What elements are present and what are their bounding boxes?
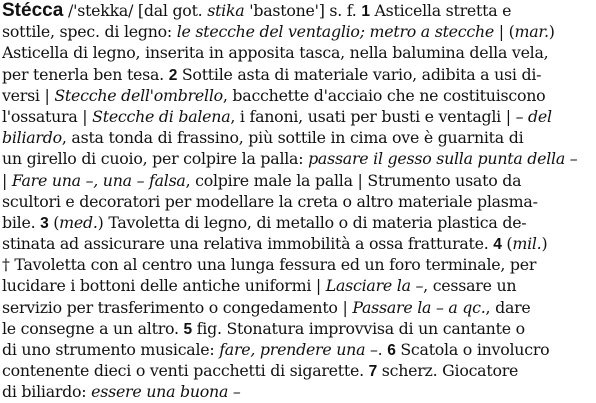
definition-text: per tenerla ben tesa.	[2, 64, 169, 84]
definition-text: )	[541, 234, 548, 254]
sense-number: 1	[361, 3, 370, 20]
entry-line	[2, 127, 592, 148]
sense-number: 2	[168, 66, 178, 84]
entry-line	[2, 148, 592, 169]
definition-text: , asta tonda di frassino, più sottile in cima ove è guarnita di	[61, 128, 524, 148]
definition-text: le consegne a un altro.	[2, 318, 184, 338]
sense-number: 5	[183, 320, 192, 338]
definition-text: l'ossatura |	[2, 106, 93, 126]
italic-example: Stecche di balena	[92, 106, 231, 126]
entry-line	[2, 381, 592, 402]
italic-example: le stecche del ventaglio; metro a stecche	[176, 22, 494, 42]
headword: Stécca	[2, 0, 64, 21]
definition-text: di uno strumento musicale:	[2, 340, 220, 359]
sense-number: 6	[387, 342, 396, 359]
definition-text: un girello di cuoio, per colpire la palla:	[2, 149, 309, 169]
definition-text: scultori e decoratori per modellare la creta o altro materiale plasma-	[2, 191, 538, 211]
definition-text: (	[48, 212, 60, 232]
entry-line	[2, 21, 592, 42]
entry-line	[2, 360, 592, 381]
definition-text: di biliardo:	[2, 382, 92, 402]
definition-text: scherz. Giocatore	[376, 361, 519, 381]
sense-number: 3	[40, 214, 49, 232]
definition-text: 'bastone'] s. f.	[244, 1, 362, 20]
definition-text: /'stekka/ [dal got.	[63, 1, 208, 20]
definition-text: , dare	[485, 297, 531, 317]
definition-text: ) Tavoletta di legno, di metallo o di materia plastica de-	[97, 212, 527, 232]
italic-example: essere una buona –	[91, 382, 241, 402]
definition-text: Scatola o involucro	[395, 340, 550, 359]
definition-text: , colpire male la palla | Strumento usato da	[185, 170, 522, 190]
definition-text: bile.	[2, 212, 41, 232]
italic-example: biliardo	[2, 128, 62, 148]
definition-text: , bacchette d'acciaio che ne costituiscono	[222, 85, 546, 105]
entry-line	[2, 254, 592, 275]
definition-text: Asticella di legno, inserita in apposita tasca, nella balumina della vela,	[2, 43, 549, 63]
italic-example: Lasciare la –	[325, 276, 424, 296]
definition-text: , cessare un	[423, 276, 517, 296]
italic-example: passare il gesso sulla punta della –	[308, 149, 578, 169]
definition-text: )	[548, 22, 555, 42]
definition-text: servizio per trasferimento o congedamento |	[2, 297, 353, 317]
italic-example: mil.	[512, 234, 542, 254]
definition-text: Asticella stretta e	[369, 1, 512, 20]
definition-text: | (	[494, 22, 515, 42]
entry-text	[2, 0, 592, 403]
entry-line	[2, 339, 592, 360]
entry-line	[2, 85, 592, 106]
definition-text: stinata ad assicurare una relativa immobilità a ossa fratturate.	[2, 234, 494, 254]
italic-example: Stecche dell'ombrello	[54, 85, 223, 105]
entry-line	[2, 233, 592, 254]
entry-line	[2, 191, 592, 212]
entry-line	[2, 42, 592, 63]
definition-text: |	[2, 170, 12, 190]
definition-text: Sottile asta di materiale vario, adibita a usi di-	[177, 64, 542, 84]
sense-number: 4	[493, 236, 502, 254]
definition-text: sottile, spec. di legno:	[2, 22, 177, 42]
definition-text: contenente dieci o venti pacchetti di sigarette.	[2, 361, 369, 381]
italic-example: mar.	[514, 22, 549, 42]
italic-example: stika	[207, 1, 245, 20]
italic-example: del	[528, 106, 552, 126]
entry-line	[2, 275, 592, 296]
definition-text: fig. Stonatura improvvisa di un cantante o	[191, 318, 525, 338]
definition-text: † Tavoletta con al centro una lunga fessura ed un foro terminale, per	[2, 255, 537, 275]
entry-line	[2, 0, 592, 21]
definition-text: versi |	[2, 85, 55, 105]
entry-line	[2, 64, 592, 85]
sense-number: 7	[368, 363, 377, 381]
italic-example: med.	[59, 212, 98, 232]
italic-example: Fare una –, una – falsa	[11, 170, 186, 190]
italic-example: fare, prendere una –	[219, 340, 378, 359]
definition-text: lucidare i bottoni delle antiche uniformi |	[2, 276, 326, 296]
entry-line	[2, 212, 592, 233]
italic-example: Passare la – a qc.	[352, 297, 486, 317]
definition-text: (	[501, 234, 513, 254]
entry-line	[2, 297, 592, 318]
definition-text: .	[377, 340, 388, 359]
entry-line	[2, 318, 592, 339]
entry-line	[2, 170, 592, 191]
definition-text: , i fanoni, usati per busti e ventagli | –	[230, 106, 529, 126]
entry-line	[2, 106, 592, 127]
